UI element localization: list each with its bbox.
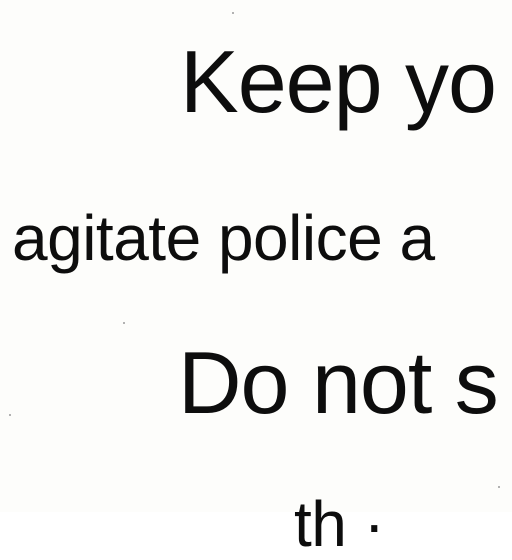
text-line-1: Keep yo — [180, 32, 496, 131]
paper-speck — [498, 486, 500, 488]
text-line-4-partial: th · — [294, 488, 385, 560]
paper-speck — [123, 322, 125, 324]
text-line-3: Do not s — [178, 333, 498, 432]
paper-speck — [232, 12, 234, 14]
text-line-2: agitate police a — [12, 202, 435, 274]
paper-speck — [9, 414, 11, 416]
